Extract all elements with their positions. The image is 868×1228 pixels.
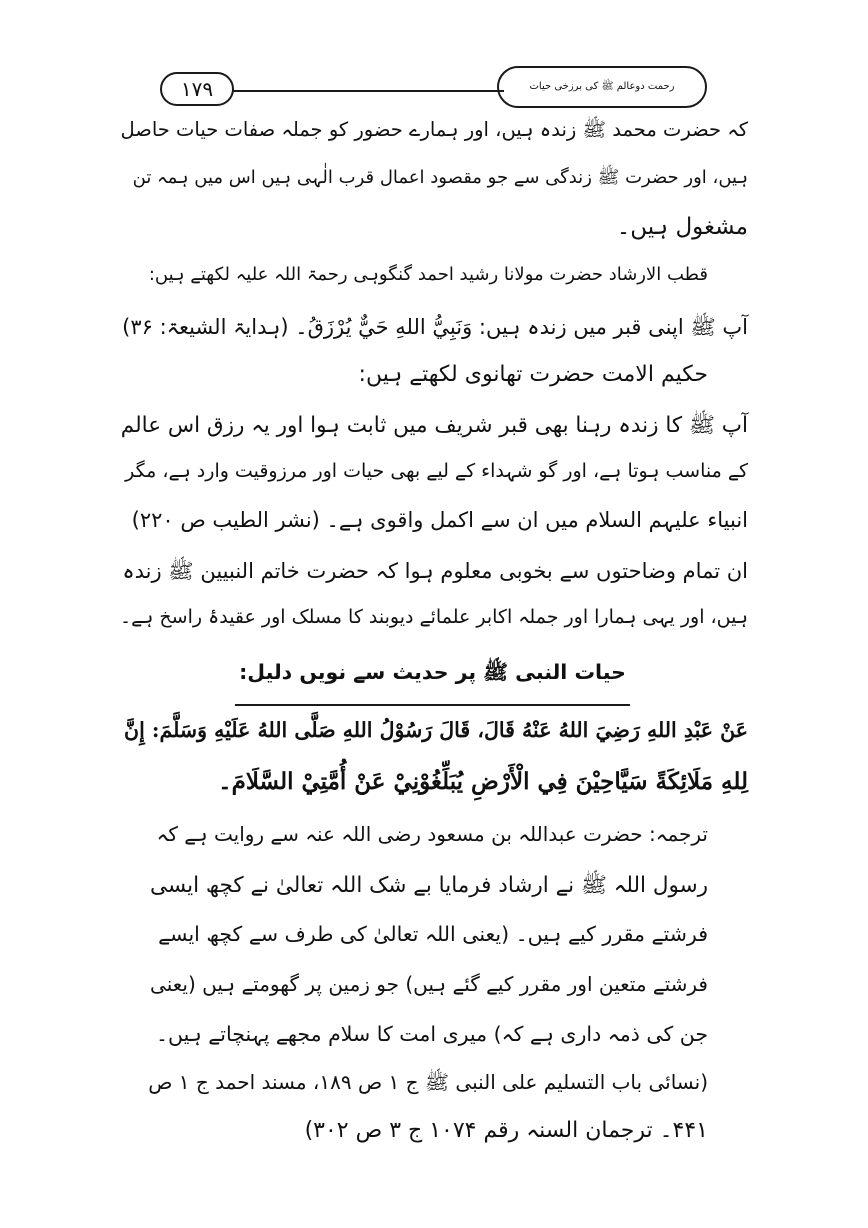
reference-line-2: ۴۴۱۔ ترجمان السنہ رقم ۱۰۷۴ ج ۳ ص ۳۰۲) (304, 1118, 708, 1143)
header-rule (232, 90, 504, 92)
body-line-9: انبیاء علیہم السلام میں ان سے اکمل واقوی ہے۔ (نشر الطیب ص ۲۲۰) (131, 508, 748, 532)
translation-line-1: ترجمہ: حضرت عبداللہ بن مسعود رضی اللہ عنہ سے روایت ہے کہ (156, 822, 708, 846)
body-line-5: آپ ﷺ اپنی قبر میں زندہ ہیں: وَنَبِيُّ اللهِ حَيٌّ يُرْزَقُ۔ (ہدایۃ الشیعۃ: ۳۶) (122, 315, 748, 339)
hadith-line-1: عَنْ عَبْدِ اللهِ رَضِيَ اللهُ عَنْهُ قَالَ، قَالَ رَسُوْلُ اللهِ صَلَّى اللهُ عَلَيْهِ وَسَلَّمَ: إِنَّ (124, 718, 748, 742)
body-line-7: آپ ﷺ کا زندہ رہنا بھی قبر شریف میں ثابت ہوا اور یہ رزق اس عالم (120, 413, 748, 438)
body-line-3: مشغول ہیں۔ (616, 214, 748, 240)
translation-line-4: فرشتے متعین اور مقرر کیے گئے ہیں) جو زمین پر گھومتے ہیں (یعنی (150, 972, 708, 996)
quote-intro-thanvi: حکیم الامت حضرت تھانوی لکھتے ہیں: (358, 362, 708, 387)
body-line-11: ہیں، اور یہی ہمارا اور جملہ اکابر علمائے دیوبند کا مسلک اور عقیدۂ راسخ ہے۔ (119, 606, 748, 628)
reference-line-1: (نسائی باب التسلیم علی النبی ﷺ ج ۱ ص ۱۸۹، مسند احمد ج ۱ ص (148, 1070, 708, 1094)
hadith-line-2: لِلهِ مَلَائِكَةً سَيَّاحِيْنَ فِي الْأَرْضِ يُبَلِّغُوْنِيْ عَنْ أُمَّتِيْ السَّلَامَ۔ (218, 768, 748, 795)
section-heading: حیات النبی ﷺ پر حدیث سے نویں دلیل: (235, 660, 630, 706)
body-line-2: ہیں، اور حضرت ﷺ زندگی سے جو مقصود اعمال قرب الٰہی ہیں اس میں ہمہ تن (132, 167, 748, 188)
body-line-10: ان تمام وضاحتوں سے بخوبی معلوم ہوا کہ حضرت خاتم النبیین ﷺ زندہ (122, 559, 748, 583)
running-title: رحمت دوعالم ﷺ کی برزخی حیات (497, 66, 707, 108)
translation-line-2: رسول اللہ ﷺ نے ارشاد فرمایا بے شک اللہ تعالیٰ نے کچھ ایسی (150, 873, 708, 898)
body-line-1: کہ حضرت محمد ﷺ زندہ ہیں، اور ہمارے حضور کو جملہ صفات حیات حاصل (120, 118, 748, 141)
translation-line-5: جن کی ذمہ داری ہے کہ) میری امت کا سلام مجھے پہنچاتے ہیں۔ (155, 1022, 708, 1046)
translation-line-3: فرشتے مقرر کیے ہیں۔ (یعنی اللہ تعالیٰ کی طرف سے کچھ ایسے (158, 922, 708, 946)
quote-intro-gangohi: قطب الارشاد حضرت مولانا رشید احمد گنگوہی رحمۃ اللہ علیہ لکھتے ہیں: (148, 264, 708, 285)
page-number: ۱۷۹ (160, 72, 234, 106)
body-line-8: کے مناسب ہوتا ہے، اور گو شہداء کے لیے بھی حیات اور مرزوقیت وارد ہے، مگر (125, 460, 748, 482)
